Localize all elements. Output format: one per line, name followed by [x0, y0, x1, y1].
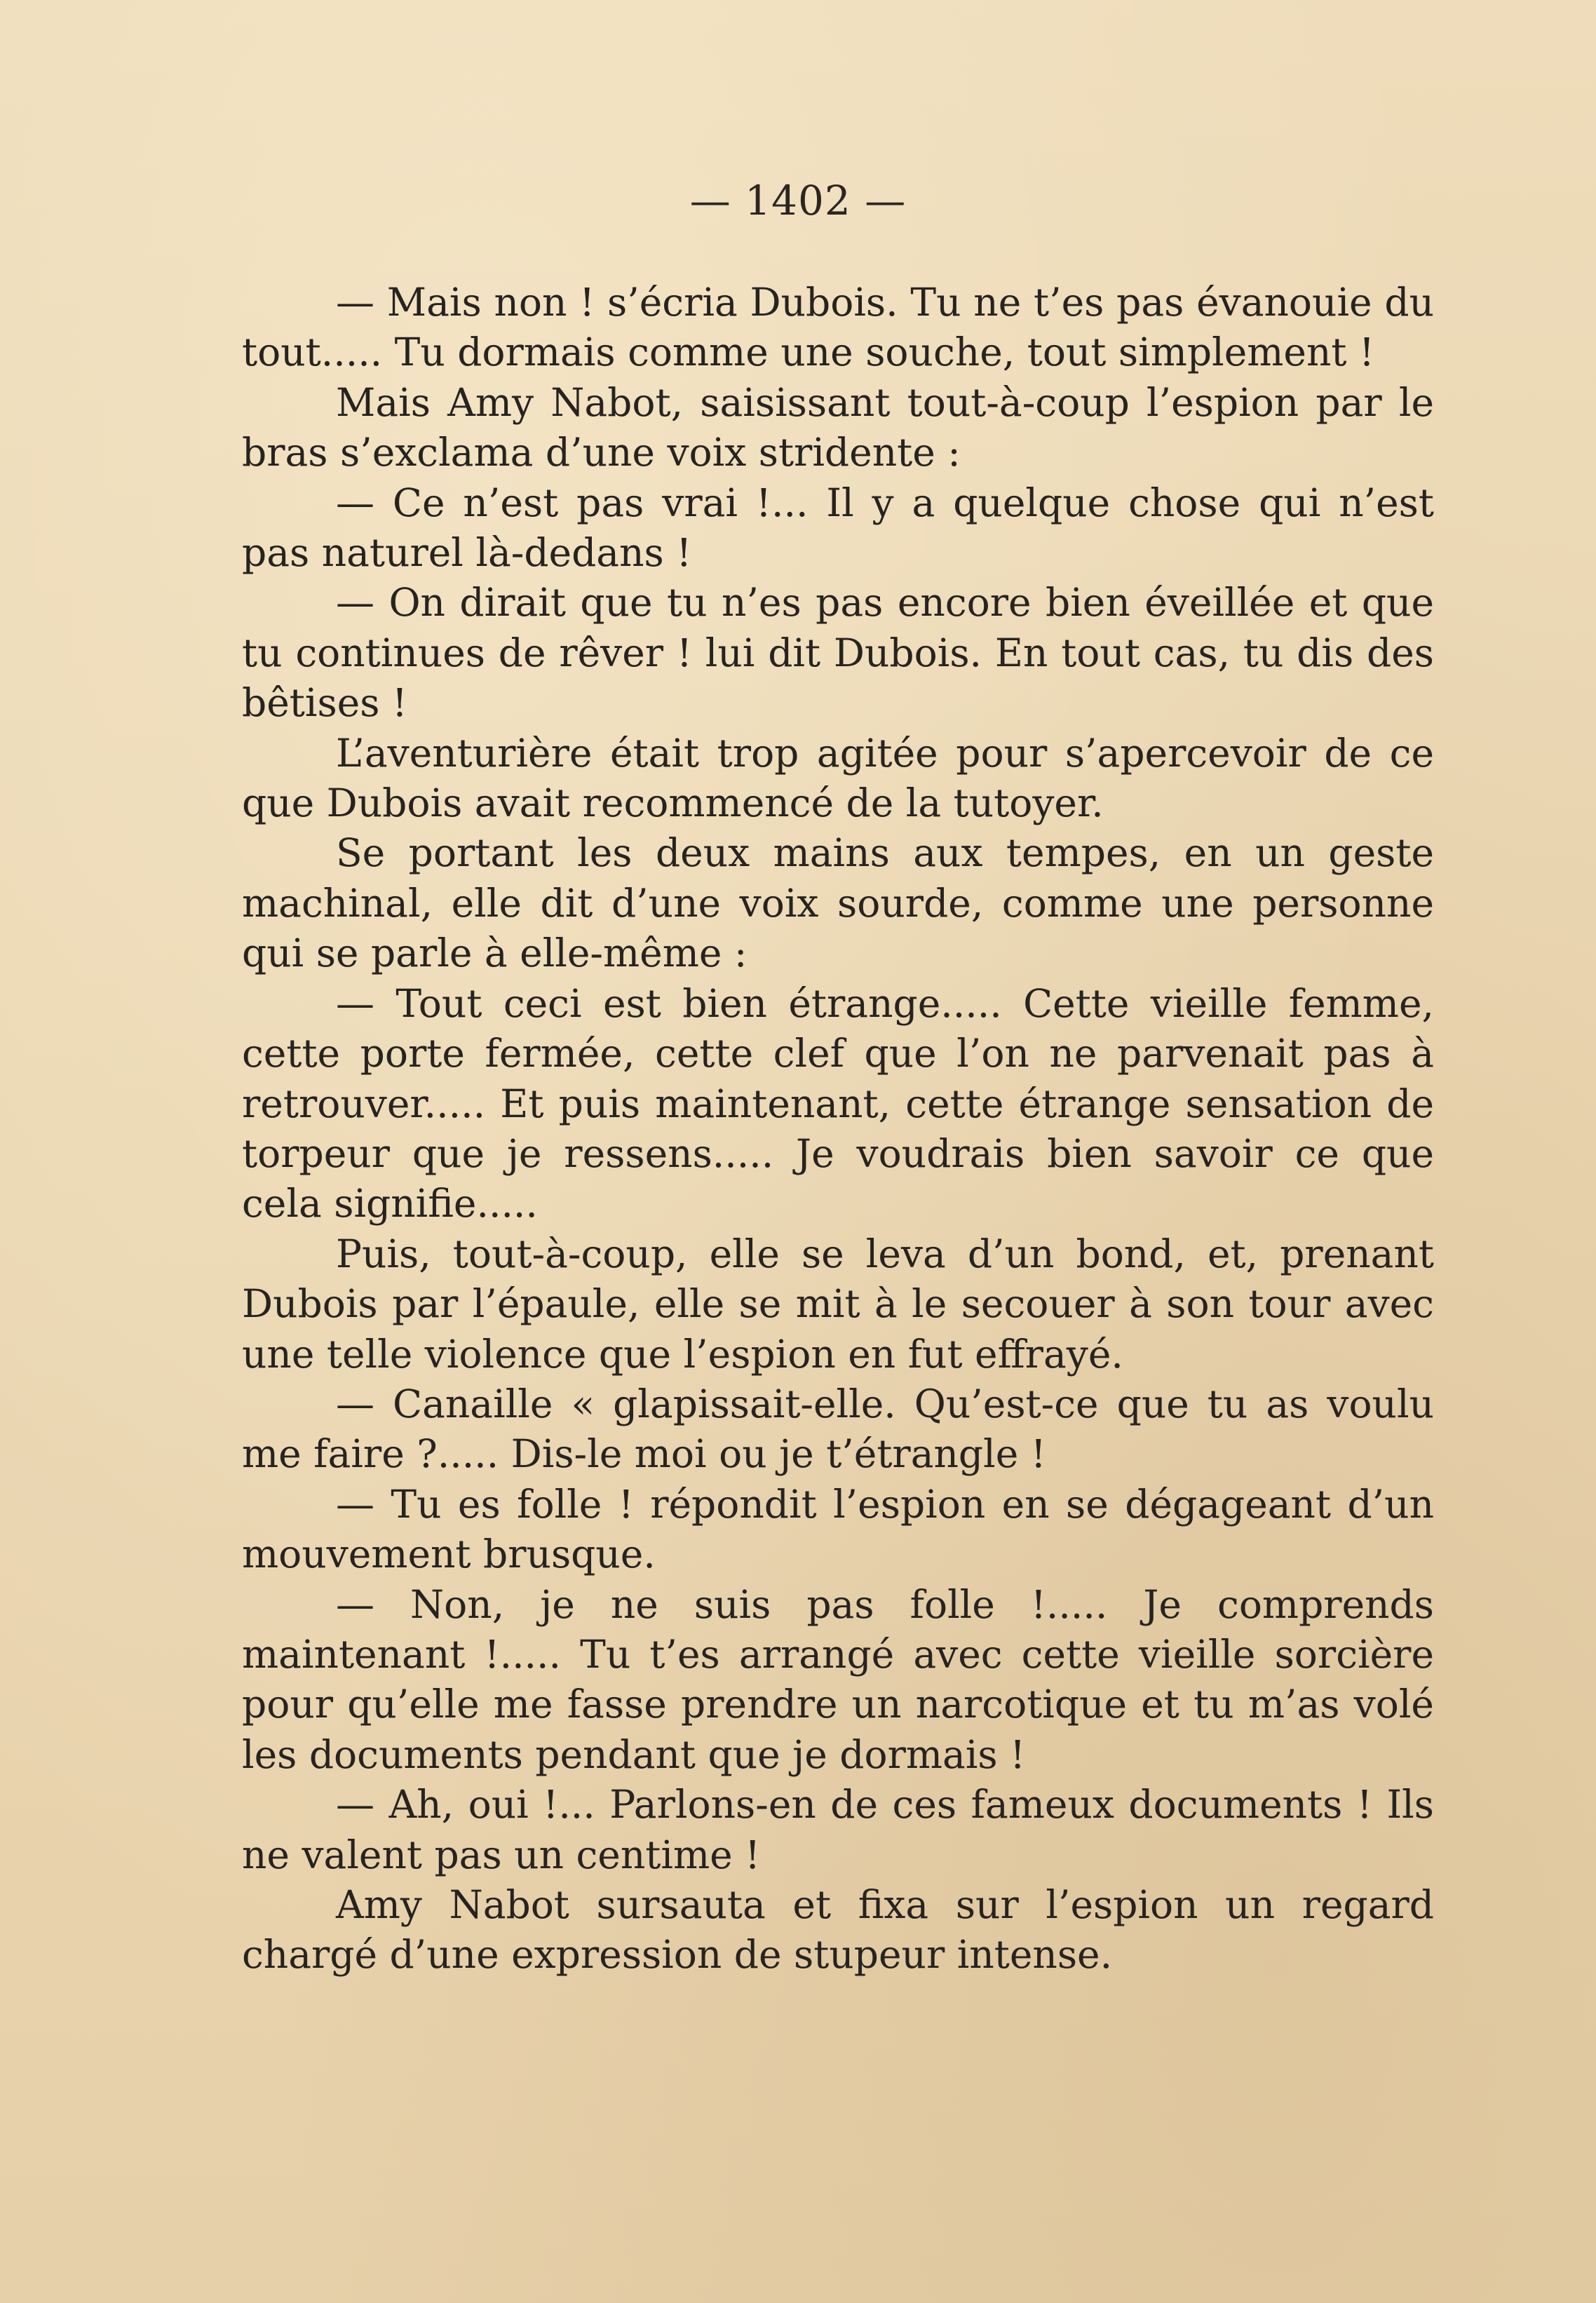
paragraph: Puis, tout-à-coup, elle se leva d’un bond, et, prenant Dubois par l’épaule, elle se mit à le secouer à son tour avec une telle violence que l’espion en fut effrayé.: [242, 1231, 1434, 1377]
paragraph: — Canaille « glapissait-elle. Qu’est-ce que tu as voulu me faire ?..... Dis-le moi ou je t’étrangle !: [242, 1381, 1434, 1477]
paragraph: L’aventurière était trop agitée pour s’apercevoir de ce que Dubois avait recommencé de la tutoyer.: [242, 730, 1434, 826]
paragraph: — Non, je ne suis pas folle !..... Je comprends maintenant !..... Tu t’es arrangé avec cette vieille sorcière pour qu’elle me fasse prendre un narcotique et tu m’as volé les documents pendant que je dormais !: [242, 1581, 1434, 1777]
paragraph: — Ah, oui !... Parlons-en de ces fameux documents ! Ils ne valent pas un centime !: [242, 1782, 1434, 1877]
paragraph: Amy Nabot sursauta et fixa sur l’espion un regard chargé d’une expression de stupeur intense.: [242, 1882, 1434, 1978]
paragraph: — Ce n’est pas vrai !... Il y a quelque chose qui n’est pas naturel là-dedans !: [242, 480, 1434, 576]
paragraph: — On dirait que tu n’es pas encore bien éveillée et que tu continues de rêver ! lui dit Dubois. En tout cas, tu dis des bêtises !: [242, 580, 1434, 726]
paragraph: — Tu es folle ! répondit l’espion en se dégageant d’un mouvement brusque.: [242, 1481, 1434, 1577]
paragraph: — Tout ceci est bien étrange..... Cette vieille femme, cette porte fermée, cette clef que l’on ne parvenait pas à retrouver..... Et puis maintenant, cette étrange sensation de torpeur que je ressens..... Je voudrais bien savoir ce que cela signifie.....: [242, 980, 1434, 1227]
paragraph: Se portant les deux mains aux tempes, en un geste machinal, elle dit d’une voix sourde, comme une personne qui se parle à elle-même :: [242, 830, 1434, 976]
page-number: — 1402 —: [689, 177, 907, 224]
paragraph: Mais Amy Nabot, saisissant tout-à-coup l’espion par le bras s’exclama d’une voix stridente :: [242, 379, 1434, 475]
paragraph: — Mais non ! s’écria Dubois. Tu ne t’es pas évanouie du tout..... Tu dormais comme une souche, tout simplement !: [242, 280, 1434, 375]
body-text: [242, 278, 1434, 1980]
